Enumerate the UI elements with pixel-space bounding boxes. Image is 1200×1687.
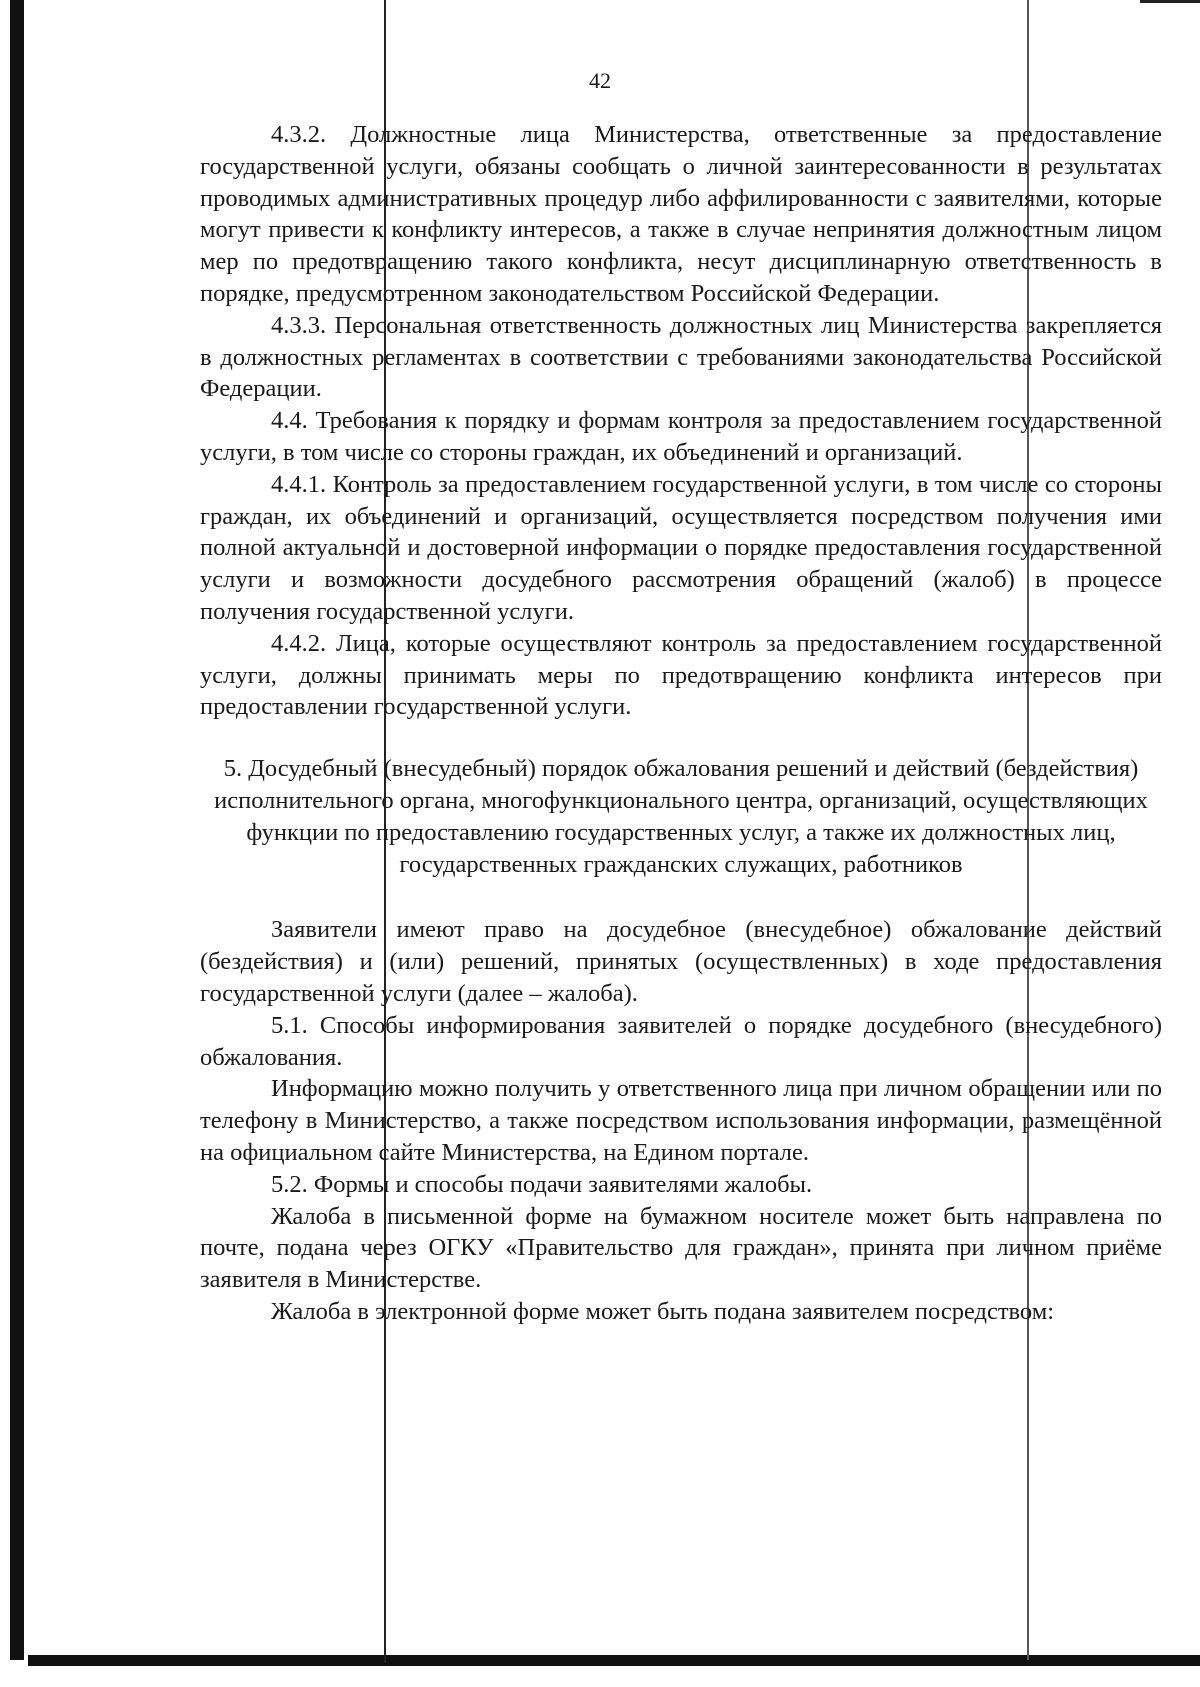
paragraph-electronic-complaint: Жалоба в электронной форме может быть подана заявителем посредством:	[271, 1297, 1055, 1325]
paragraph-4-3-3: 4.3.3. Персональная ответственность должностных лиц Министерства закрепляется в должностных регламентах в соответствии с требованиями законодательства Российской Федерации.	[200, 311, 1162, 403]
scan-edge-left	[10, 0, 24, 1660]
paragraph-4-3-2: 4.3.2. Должностные лица Министерства, ответственные за предоставление государственной услуги, обязаны сообщать о личной заинтересованности в результатах проводимых административных процедур либо аффилированности с заявителями, которые могут привести к конфликту интересов, а также в случае непринятия должностным лицом мер по предотвращению такого конфликта, несут дисциплинарную ответственность в порядке, предусмотренном законодательством Российской Федерации.	[200, 121, 1162, 307]
paragraph-4-4: 4.4. Требования к порядку и формам контроля за предоставлением государственной услуги, в том числе со стороны граждан, их объединений и организаций.	[200, 407, 1162, 466]
page-number: 42	[589, 68, 611, 93]
paragraph-written-complaint: Жалоба в письменной форме на бумажном носителе может быть направлена по почте, подана через ОГКУ «Правительство для граждан», принята при личном приёме заявителя в Министерстве.	[200, 1202, 1162, 1294]
scan-edge-bottom	[28, 1655, 1200, 1666]
paragraph-5-2: 5.2. Формы и способы подачи заявителями жалобы.	[271, 1170, 813, 1198]
scan-edge-top-right	[1140, 0, 1200, 3]
paragraph-5-1: 5.1. Способы информирования заявителей о порядке досудебного (внесудебного) обжалования.	[200, 1011, 1162, 1071]
paragraph-appeal-right: Заявители имеют право на досудебное (внесудебное) обжалование действий (бездействия) и (или) решений, принятых (осуществленных) в ходе предоставления государственной услуги (далее – жалоба).	[200, 916, 1162, 1007]
paragraph-4-4-1: 4.4.1. Контроль за предоставлением государственной услуги, в том числе со стороны граждан, их объединений и организаций, осуществляется посредством получения ими полной актуальной и достоверной информации о порядке предоставления государственной услуги и возможности досудебного рассмотрения обращений (жалоб) в процессе получения государственной услуги.	[200, 470, 1162, 625]
paragraph-4-4-2: 4.4.2. Лица, которые осуществляют контроль за предоставлением государственной услуги, должны принимать меры по предотвращению конфликта интересов при предоставлении государственной услуги.	[200, 629, 1162, 721]
document-body	[200, 119, 1162, 1328]
paragraph-information: Информацию можно получить у ответственного лица при личном обращении или по телефону в Министерство, а также посредством использования информации, размещённой на официальном сайте Министерства, на Едином портале.	[200, 1075, 1162, 1166]
section-5-heading: 5. Досудебный (внесудебный) порядок обжалования решений и действий (бездействия) исполнительного органа, многофункционального центра, организаций, осуществляющих функции по предоставлению государственных услуг, а также их должностных лиц, государственных гражданских служащих, работников	[214, 755, 1148, 878]
